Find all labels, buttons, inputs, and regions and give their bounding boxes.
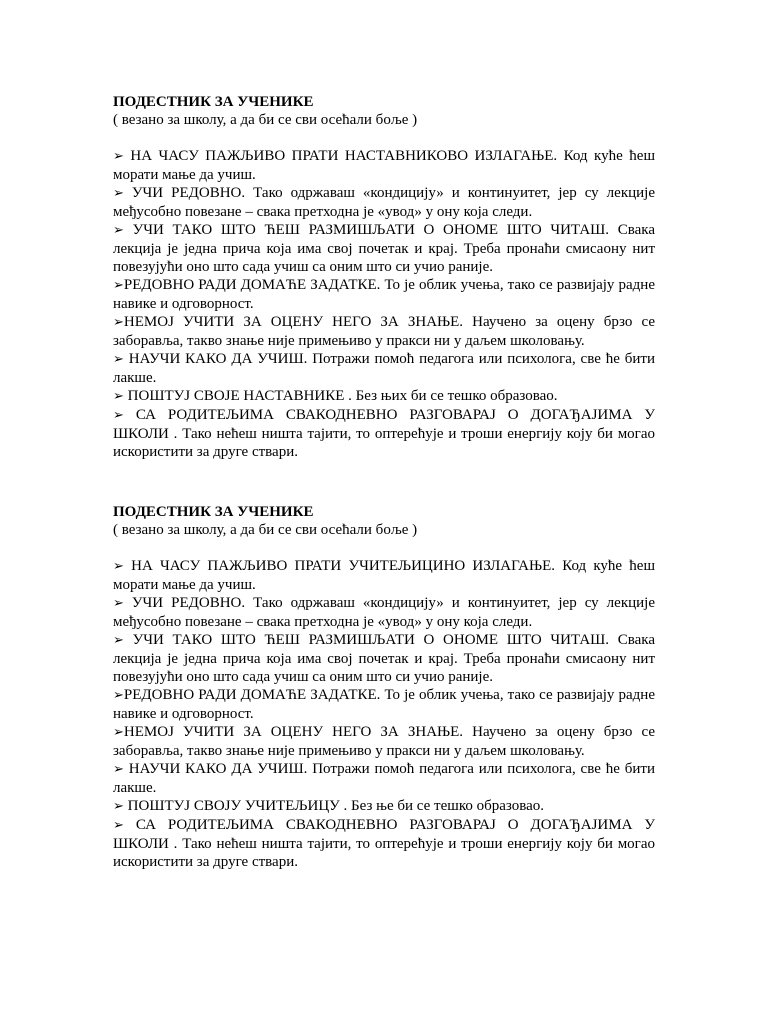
tip-item [113,816,655,871]
tip-item [113,184,655,221]
tip-item [113,760,655,797]
tip-text: НА ЧАСУ ПАЖЉИВО ПРАТИ УЧИТЕЉИЦИНО ИЗЛАГАЊЕ. Код куће ћеш морати мање да учиш. [113,558,655,593]
tip-text: РЕДОВНО РАДИ ДОМАЋЕ ЗАДАТКЕ. То је облик учења, тако се развијају радне навике и одговорност. [113,687,655,722]
arrowhead-bullet-icon: ➢ [113,278,124,293]
tip-item [113,313,655,350]
tip-text: УЧИ ТАКО ШТО ЋЕШ РАЗМИШЉАТИ О ОНОМЕ ШТО ЧИТАШ. Свака лекција је једна прича која има свој почетак и крај. Треба пронаћи смисаону нит повезујући оно што сада учиш са оним што си учио раније. [113,632,655,685]
section-subtitle: ( везано за школу, а да би се сви осећали боље ) [113,112,418,128]
section-title: ПОДЕСТНИК ЗА УЧЕНИКЕ [113,504,314,520]
arrowhead-bullet-icon: ➢ [113,186,124,201]
tip-text: НЕМОЈ УЧИТИ ЗА ОЦЕНУ НЕГО ЗА ЗНАЊЕ. Научено за оцену брзо се заборавља, такво знање није примењиво у пракси ни у даљем школовању. [113,314,655,349]
arrowhead-bullet-icon: ➢ [113,389,124,404]
tip-text: СА РОДИТЕЉИМА СВАКОДНЕВНО РАЗГОВАРАЈ О ДОГАЂАЈИМА У ШКОЛИ . Тако нећеш ништа тајити, то оптерећује и троши енергију коју би могао искористити за друге ствари. [113,407,655,460]
arrowhead-bullet-icon: ➢ [113,149,124,164]
arrowhead-bullet-icon: ➢ [113,762,124,777]
arrowhead-bullet-icon: ➢ [113,315,124,330]
tip-text: НЕМОЈ УЧИТИ ЗА ОЦЕНУ НЕГО ЗА ЗНАЊЕ. Научено за оцену брзо се заборавља, такво знање није примењиво у пракси ни у даљем школовању. [113,724,655,759]
tip-item [113,147,655,184]
arrowhead-bullet-icon: ➢ [113,818,124,833]
tip-item [113,350,655,387]
section-subtitle: ( везано за школу, а да би се сви осећали боље ) [113,522,418,538]
tip-item [113,221,655,276]
arrowhead-bullet-icon: ➢ [113,223,124,238]
tip-text: РЕДОВНО РАДИ ДОМАЋЕ ЗАДАТКЕ. То је облик учења, тако се развијају радне навике и одговорност. [113,277,655,312]
arrowhead-bullet-icon: ➢ [113,408,124,423]
tips-section-teacher [113,93,655,461]
arrowhead-bullet-icon: ➢ [113,633,124,648]
tip-text: УЧИ РЕДОВНО. Тако одржаваш «кондицију» и континуитет, јер су лекције међусобно повезане – свака претходна је «увод» у ону која следи. [113,595,655,630]
tip-item [113,387,655,406]
arrowhead-bullet-icon: ➢ [113,352,124,367]
tip-text: НАУЧИ КАКО ДА УЧИШ. Потражи помоћ педагога или психолога, све ће бити лакше. [113,351,655,386]
arrowhead-bullet-icon: ➢ [113,596,124,611]
arrowhead-bullet-icon: ➢ [113,799,124,814]
tip-item [113,723,655,760]
tip-item [113,276,655,313]
tip-text: УЧИ ТАКО ШТО ЋЕШ РАЗМИШЉАТИ О ОНОМЕ ШТО ЧИТАШ. Свака лекција је једна прича која има свој почетак и крај. Треба пронаћи смисаону нит повезујући оно што сада учиш са оним што си учио раније. [113,222,655,275]
arrowhead-bullet-icon: ➢ [113,688,124,703]
tip-text: ПОШТУЈ СВОЈУ УЧИТЕЉИЦУ . Без ње би се тешко образовао. [123,798,545,814]
arrowhead-bullet-icon: ➢ [113,725,124,740]
tip-item [113,557,655,594]
tip-item [113,631,655,686]
arrowhead-bullet-icon: ➢ [113,559,124,574]
tips-section-class-teacher [113,503,655,871]
tip-text: ПОШТУЈ СВОЈЕ НАСТАВНИКЕ . Без њих би се тешко образовао. [123,388,558,404]
tip-text: НА ЧАСУ ПАЖЉИВО ПРАТИ НАСТАВНИКОВО ИЗЛАГАЊЕ. Код куће ћеш морати мање да учиш. [113,148,655,183]
tip-text: УЧИ РЕДОВНО. Тако одржаваш «кондицију» и континуитет, јер су лекције међусобно повезане – свака претходна је «увод» у ону која следи. [113,185,655,220]
tip-item [113,797,655,816]
section-title: ПОДЕСТНИК ЗА УЧЕНИКЕ [113,94,314,110]
tip-text: СА РОДИТЕЉИМА СВАКОДНЕВНО РАЗГОВАРАЈ О ДОГАЂАЈИМА У ШКОЛИ . Тако нећеш ништа тајити, то оптерећује и троши енергију коју би могао искористити за друге ствари. [113,817,655,870]
tip-item [113,686,655,723]
tip-item [113,594,655,631]
tip-item [113,406,655,461]
tip-text: НАУЧИ КАКО ДА УЧИШ. Потражи помоћ педагога или психолога, све ће бити лакше. [113,761,655,796]
